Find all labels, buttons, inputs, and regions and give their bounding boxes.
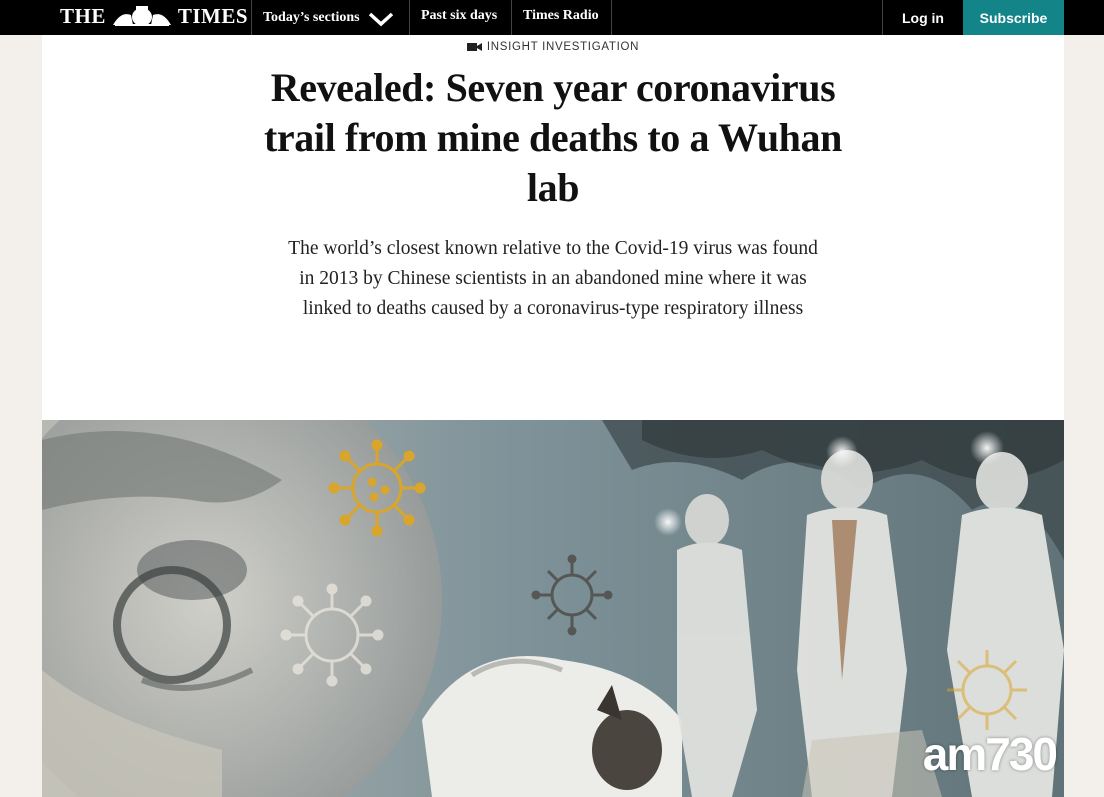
hero-image — [42, 420, 1064, 797]
article-card — [42, 35, 1064, 797]
subscribe-button[interactable] — [963, 0, 1064, 35]
top-navigation-bar — [0, 0, 1104, 35]
past-six-days-label: Past six days — [421, 8, 498, 23]
todays-sections-menu[interactable] — [251, 0, 409, 35]
article-standfirst: The world’s closest known relative to the Covid-19 virus was found in 2013 by Chinese scientists in an abandoned mine where it was linked to deaths caused by a coronavirus-type respiratory illness — [288, 238, 818, 319]
article-kicker — [42, 41, 1064, 53]
logo-text-times: TIMES — [177, 3, 249, 28]
logo-text-the: THE — [60, 3, 106, 28]
hero-illustration — [42, 420, 1064, 797]
past-six-days-link[interactable] — [409, 0, 511, 35]
times-radio-label: Times Radio — [523, 8, 599, 23]
kicker-label: INSIGHT INVESTIGATION — [486, 41, 640, 53]
todays-sections-label: Today’s sections — [263, 9, 360, 25]
image-watermark: am730 — [922, 728, 1056, 780]
chevron-down-icon — [368, 11, 394, 27]
log-in-button[interactable] — [882, 0, 963, 35]
video-camera-icon — [467, 42, 482, 52]
times-radio-link[interactable] — [511, 0, 612, 35]
log-in-label: Log in — [902, 10, 944, 26]
article-headline: Revealed: Seven year coronavirus trail from mine deaths to a Wuhan lab — [264, 65, 842, 210]
subscribe-label: Subscribe — [979, 10, 1048, 26]
times-logo[interactable] — [60, 3, 248, 29]
royal-crest-icon — [111, 5, 173, 27]
